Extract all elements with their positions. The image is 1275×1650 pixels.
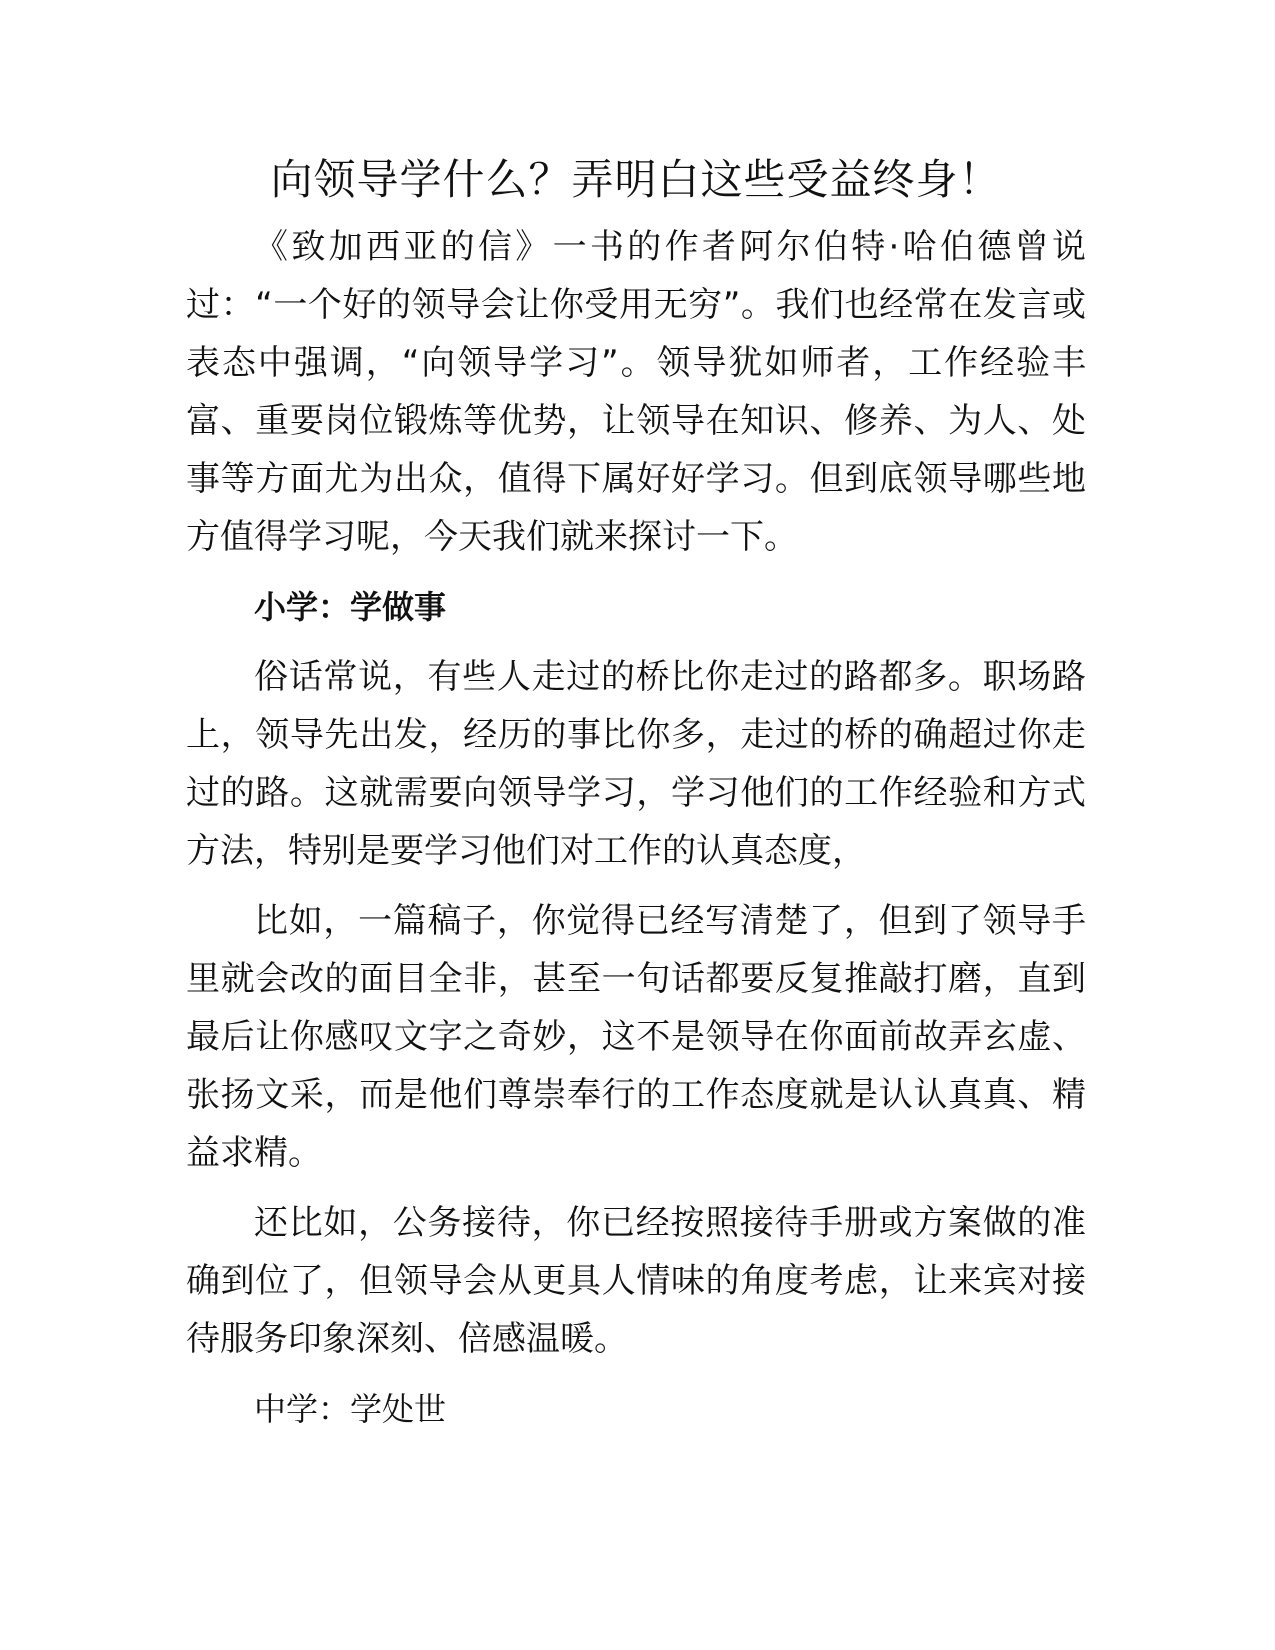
intro-paragraph: 《致加西亚的信》一书的作者阿尔伯特·哈伯德曾说过：“一个好的领导会让你受用无穷”。我们也经常在发言或表态中强调，“向领导学习”。领导犹如师者，工作经验丰富、重要岗位锻炼等优势，让领导在知识、修养、为人、处事等方面尤为出众，值得下属好好学习。但到底领导哪些地方值得学习呢，今天我们就来探讨一下。 <box>186 227 1086 557</box>
document-page <box>186 150 1086 1450</box>
section-heading-primary: 小学：学做事 <box>254 588 447 626</box>
body-paragraph: 比如，一篇稿子，你觉得已经写清楚了，但到了领导手里就会改的面目全非，甚至一句话都要反复推敲打磨，直到最后让你感叹文字之奇妙，这不是领导在你面前故弄玄虚、张扬文采，而是他们尊崇奉行的工作态度就是认认真真、精益求精。 <box>186 901 1086 1173</box>
body-paragraph: 还比如，公务接待，你已经按照接待手册或方案做的准确到位了，但领导会从更具人情味的角度考虑，让来宾对接待服务印象深刻、倍感温暖。 <box>186 1203 1086 1359</box>
section-heading-secondary: 中学：学处世 <box>254 1390 447 1428</box>
body-paragraph: 俗话常说，有些人走过的桥比你走过的路都多。职场路上，领导先出发，经历的事比你多，走过的桥的确超过你走过的路。这就需要向领导学习，学习他们的工作经验和方式方法，特别是要学习他们对工作的认真态度， <box>186 657 1086 871</box>
document-title: 向领导学什么？弄明白这些受益终身！ <box>270 155 1002 204</box>
